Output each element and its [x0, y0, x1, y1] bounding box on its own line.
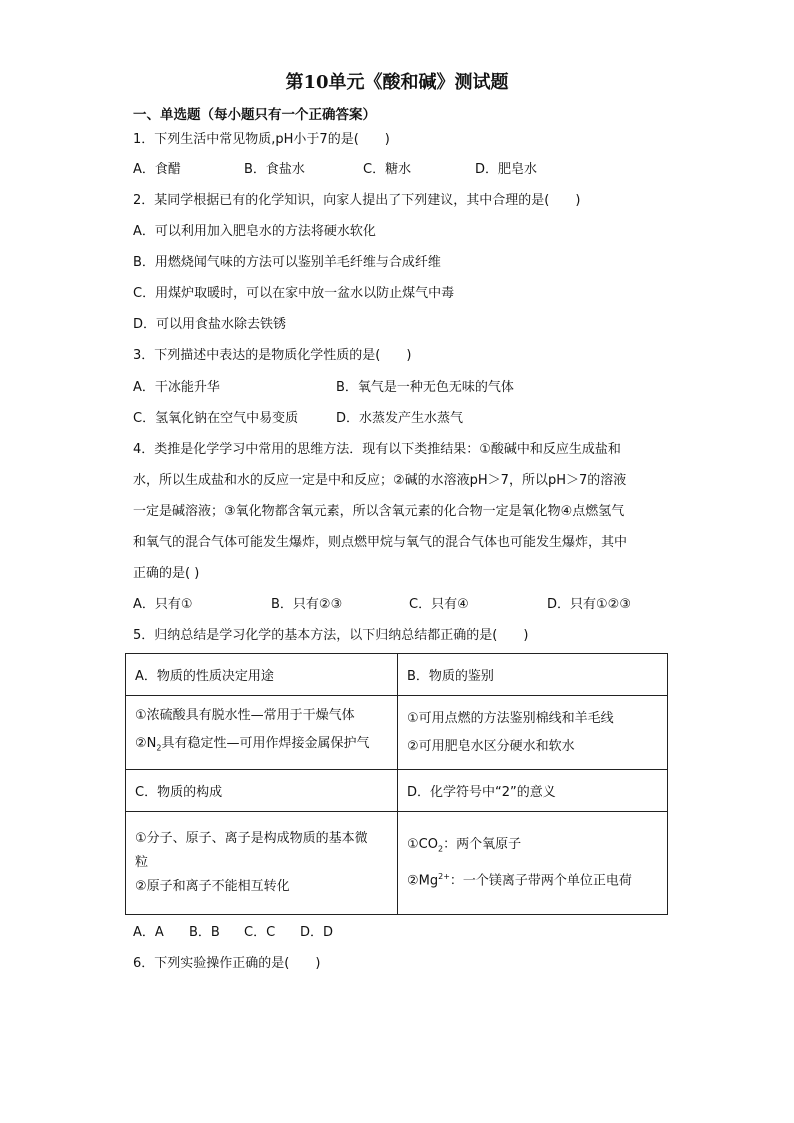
q2-option-c: C．用煤炉取暖时，可以在家中放一盆水以防止煤气中毒	[133, 286, 455, 301]
cell-c-heading: C．物质的构成	[126, 770, 398, 812]
q2-stem: 2．某同学根据已有的化学知识，向家人提出了下列建议，其中合理的是( )	[133, 193, 581, 208]
cell-text: ①分子、原子、离子是构成物质的基本微	[135, 831, 368, 846]
page-title: 第10单元《酸和碱》测试题	[285, 72, 509, 93]
cell-a-heading: A．物质的性质决定用途	[126, 654, 398, 696]
cell-b-heading: B．物质的鉴别	[398, 654, 668, 696]
cell-b-content	[398, 696, 668, 770]
q1-option-a: A．食醋	[133, 162, 181, 177]
q4-option-a: A．只有①	[133, 597, 193, 612]
q4-stem-line: 水，所以生成盐和水的反应一定是中和反应；②碱的水溶液pH＞7，所以pH＞7的溶液	[133, 473, 627, 488]
q4-stem-line: 4．类推是化学学习中常用的思维方法．现有以下类推结果：①酸碱中和反应生成盐和	[133, 442, 621, 457]
q4-stem-line: 正确的是( )	[133, 566, 200, 581]
cell-d-content	[398, 812, 668, 915]
q5-option-b: B．B	[189, 925, 220, 940]
q1-option-b: B．食盐水	[244, 162, 305, 177]
cell-text: ①浓硫酸具有脱水性—常用于干燥气体	[135, 708, 355, 724]
cell-text: ②原子和离子不能相互转化	[135, 879, 290, 894]
q1-option-c: C．糖水	[363, 162, 412, 177]
q4-option-c: C．只有④	[409, 597, 469, 612]
cell-c-content	[126, 812, 398, 915]
q2-option-b: B．用燃烧闻气味的方法可以鉴别羊毛纤维与合成纤维	[133, 255, 441, 270]
cell-text: $①CO_2$：两个氧原子	[407, 836, 522, 854]
q4-option-d: D．只有①②③	[547, 597, 631, 612]
q4-option-b: B．只有②③	[271, 597, 343, 612]
q3-stem: 3．下列描述中表达的是物质化学性质的是( )	[133, 348, 412, 363]
q2-option-a: A．可以利用加入肥皂水的方法将硬水软化	[133, 224, 376, 239]
q3-option-c: C．氢氧化钠在空气中易变质	[133, 411, 299, 426]
section-heading: 一、单选题（每小题只有一个正确答案）	[133, 107, 376, 123]
q5-summary-table	[125, 653, 668, 915]
q4-stem-line: 一定是碱溶液；③氧化物都含氧元素，所以含氧元素的化合物一定是氧化物④点燃氢气	[133, 504, 625, 519]
q5-stem: 5．归纳总结是学习化学的基本方法，以下归纳总结都正确的是( )	[133, 628, 529, 643]
cell-text: $②Mg^{2+}$：一个镁离子带两个单位正电荷	[407, 872, 632, 889]
q5-option-c: C．C	[244, 925, 276, 940]
q3-option-a: A．干冰能升华	[133, 380, 220, 395]
q3-option-d: D．水蒸发产生水蒸气	[336, 411, 464, 426]
cell-text: ①可用点燃的方法鉴别棉线和羊毛线	[407, 710, 614, 726]
q1-stem: 1．下列生活中常见物质,pH小于7的是( )	[133, 132, 390, 147]
cell-text: ②可用肥皂水区分硬水和软水	[407, 738, 575, 754]
q1-option-d: D．肥皂水	[475, 162, 538, 177]
q2-option-d: D．可以用食盐水除去铁锈	[133, 317, 287, 332]
q5-option-a: A．A	[133, 925, 164, 940]
cell-d-heading: D．化学符号中“2”的意义	[398, 770, 668, 812]
cell-text: $②N_2$具有稳定性—可用作焊接金属保护气	[135, 736, 370, 753]
q5-option-d: D．D	[300, 925, 334, 940]
q6-stem: 6．下列实验操作正确的是( )	[133, 956, 321, 971]
cell-a-content	[126, 696, 398, 770]
q4-stem-line: 和氧气的混合气体可能发生爆炸，则点燃甲烷与氧气的混合气体也可能发生爆炸，其中	[133, 535, 628, 550]
cell-text: 粒	[135, 855, 149, 870]
q3-option-b: B．氧气是一种无色无味的气体	[336, 380, 514, 395]
